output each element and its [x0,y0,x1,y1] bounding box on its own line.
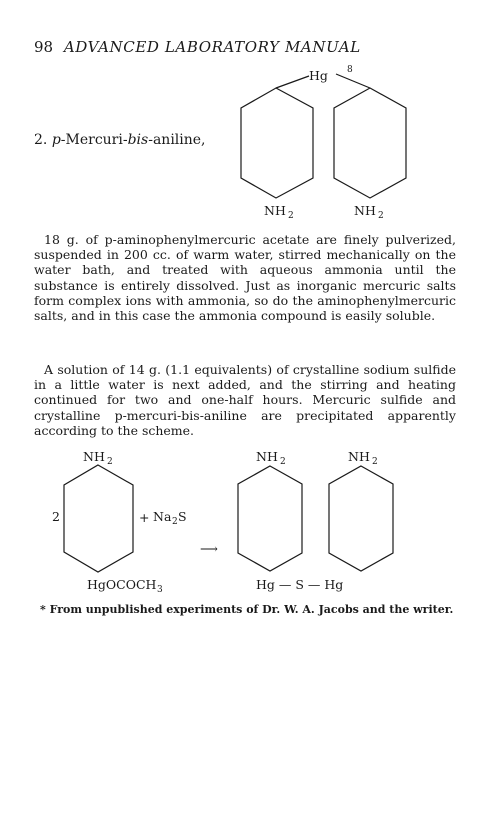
compound-prefix: p [51,132,61,148]
product-left-amine: NH [256,449,278,464]
reactant-amine-sub: 2 [107,457,113,467]
equation-bonds [64,465,393,572]
paragraph-2: A solution of 14 g. (1.1 equivalents) of crystalline sodium sulfide in a little water is next added, and the stirring and heating continued for two and one-half hours. Mercuric sulfide and crystalline p-mercuri-bis-aniline are precipitated apparently according to the scheme. [34,362,456,438]
compound-bis: bis [127,132,149,148]
product-right-ring [329,466,393,571]
reagent-tail: S [178,509,187,524]
reagent: Na [153,509,172,524]
plus-sign: + [139,510,150,525]
product-right-amine-sub: 2 [372,457,378,467]
structure1-right-amine: NH [354,203,376,218]
paragraph-1: 18 g. of p-aminophenylmercuric acetate are finely pulverized, suspended in 200 cc. of warm water, stirred mechanically on the water bath, and treated with aqueous ammonia until the substance is entirely dissolved. Just as inorganic mercuric salts form complex ions with ammonia, so do the aminophenylmercuric salts, and in this case the ammonia compound is easily soluble. [34,232,456,324]
product-right-amine: NH [348,449,370,464]
reactant-acetate: HgOCOCH [87,577,157,592]
compound-name-a: -Mercuri- [60,132,128,148]
structure1-right-ring [334,88,406,198]
coefficient: 2 [52,509,60,524]
reactant-amine: NH [83,449,105,464]
reactant-ring [64,465,133,572]
structure1-left-sub: 2 [288,211,294,221]
structure1-hg: Hg [309,68,328,83]
reagent-sub: 2 [172,517,178,527]
reactant-acetate-sub: 3 [157,585,163,595]
page-number: 98 [34,38,54,56]
footnote: * From unpublished experiments of Dr. W. A. Jacobs and the writer. [40,603,454,616]
structure1-right-sub: 2 [378,211,384,221]
compound-name-b: -aniline, [148,132,206,148]
product-left-ring [238,466,302,571]
compound-number: 2. [34,132,48,148]
structure1-left-ring [241,88,313,198]
product-bridge: Hg — S — Hg [256,577,344,592]
structure1-note: 8 [347,65,353,75]
structure1-bonds [241,74,406,198]
running-title: ADVANCED LABORATORY MANUAL [63,38,361,56]
reaction-arrow: ⟶ [200,541,218,556]
structure1-left-amine: NH [264,203,286,218]
product-left-amine-sub: 2 [280,457,286,467]
